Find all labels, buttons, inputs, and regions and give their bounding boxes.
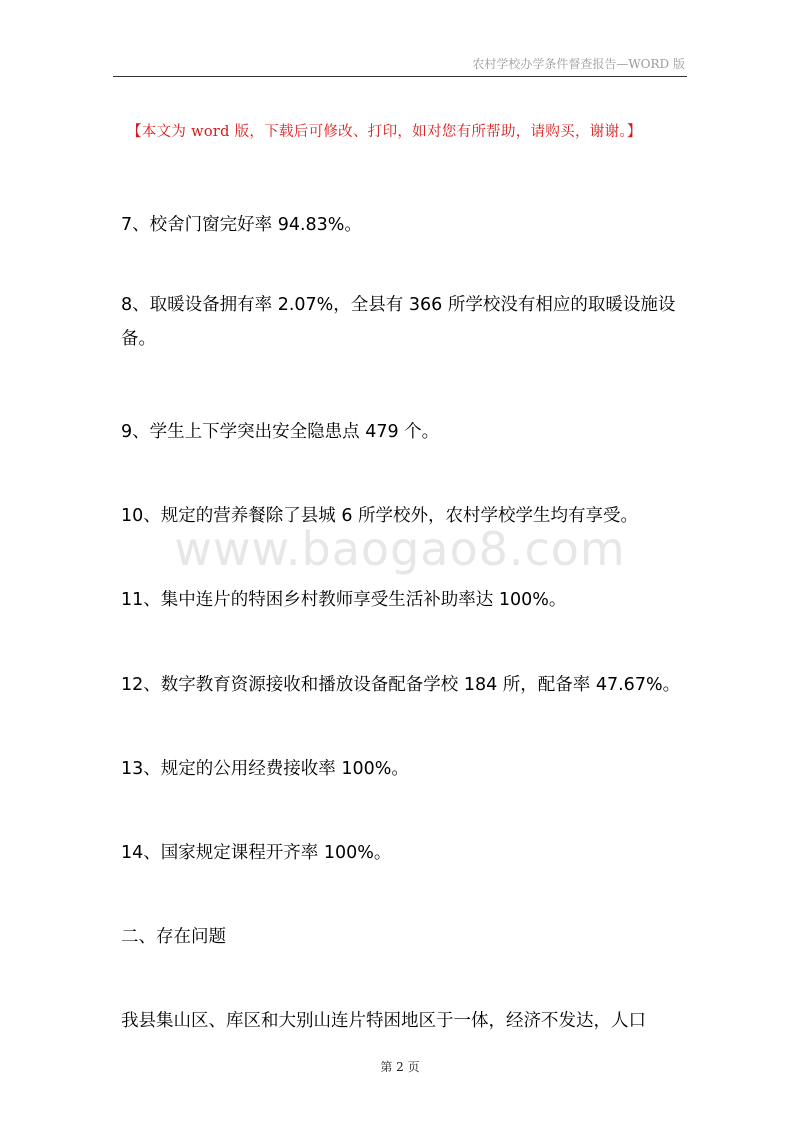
page-header: 农村学校办学条件督查报告—WORD 版: [472, 57, 685, 71]
paragraph-item-14: 14、国家规定课程开齐率 100%。: [121, 843, 392, 863]
section-heading: 二、存在问题: [121, 927, 226, 947]
paragraph-item-7: 7、校舍门窗完好率 94.83%。: [121, 215, 362, 235]
paragraph-item-10: 10、规定的营养餐除了县城 6 所学校外，农村学校学生均有享受。: [121, 506, 639, 526]
purchase-notice: 【本文为 word 版，下载后可修改、打印，如对您有所帮助，请购买，谢谢。】: [127, 124, 642, 140]
paragraph-item-11: 11、集中连片的特困乡村教师享受生活补助率达 100%。: [121, 590, 567, 610]
paragraph-item-12: 12、数字教育资源接收和播放设备配备学校 184 所，配备率 47.67%。: [121, 675, 681, 695]
watermark: www.baogao8.com: [174, 522, 626, 576]
paragraph-item-9: 9、学生上下学突出安全隐患点 479 个。: [121, 422, 440, 442]
page-number: 第 2 页: [380, 1060, 420, 1074]
body-paragraph: 我县集山区、库区和大别山连片特困地区于一体，经济不发达，人口: [121, 1011, 646, 1031]
header-divider: [113, 76, 687, 77]
paragraph-item-8: 8、取暖设备拥有率 2.07%，全县有 366 所学校没有相应的取暖设施设备。: [121, 295, 676, 349]
paragraph-item-13: 13、规定的公用经费接收率 100%。: [121, 759, 409, 779]
